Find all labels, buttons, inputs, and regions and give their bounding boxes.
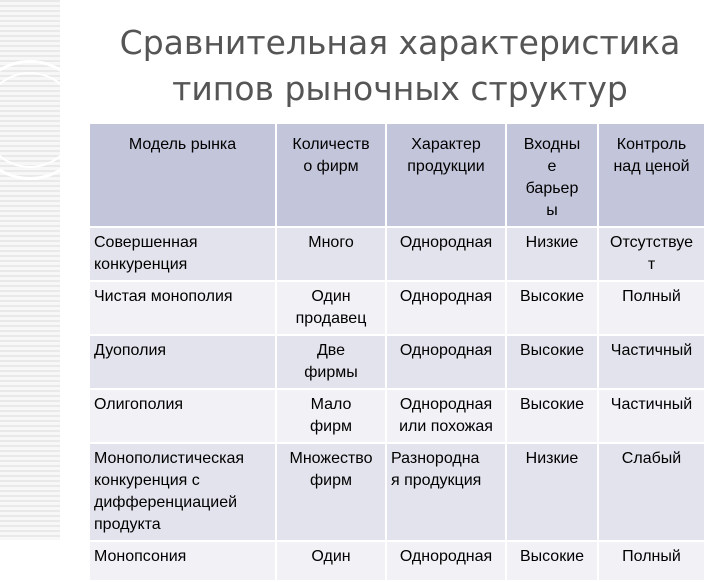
table-row — [90, 541, 705, 581]
cell-product: Однородная — [386, 227, 506, 281]
header-market-model: Модель рынка — [90, 124, 276, 227]
cell-price-control: Частичный — [598, 335, 705, 389]
header-product-type: Характер продукции — [386, 124, 506, 227]
comparison-table — [90, 124, 706, 582]
cell-product: Однородная или похожая — [386, 389, 506, 443]
header-firm-count: Количеств о фирм — [276, 124, 386, 227]
cell-model: Совершенная конкуренция — [90, 227, 276, 281]
cell-price-control: Частичный — [598, 389, 705, 443]
cell-firms: Много — [276, 227, 386, 281]
cell-model: Монополистическая конкуренция с дифференциацией продукта — [90, 443, 276, 541]
cell-firms: Один — [276, 541, 386, 581]
header-price-control: Контроль над ценой — [598, 124, 705, 227]
table-row — [90, 335, 705, 389]
cell-barriers: Высокие — [506, 335, 598, 389]
cell-product: Разнородна я продукция — [386, 443, 506, 541]
cell-firms: Две фирмы — [276, 335, 386, 389]
cell-barriers: Низкие — [506, 443, 598, 541]
cell-firms: Один продавец — [276, 281, 386, 335]
cell-firms: Мало фирм — [276, 389, 386, 443]
cell-barriers: Высокие — [506, 281, 598, 335]
table-row — [90, 281, 705, 335]
table-row — [90, 227, 705, 281]
header-entry-barriers: Входны е барьер ы — [506, 124, 598, 227]
cell-product: Однородная — [386, 541, 506, 581]
table-row — [90, 389, 705, 443]
cell-price-control: Полный — [598, 541, 705, 581]
cell-model: Монопсония — [90, 541, 276, 581]
cell-price-control: Отсутствуе т — [598, 227, 705, 281]
cell-model: Олигополия — [90, 389, 276, 443]
cell-model: Дуополия — [90, 335, 276, 389]
title-line-2: типов рыночных структур — [172, 69, 628, 108]
cell-barriers: Низкие — [506, 227, 598, 281]
cell-barriers: Высокие — [506, 541, 598, 581]
cell-product: Однородная — [386, 281, 506, 335]
cell-barriers: Высокие — [506, 389, 598, 443]
table-header-row — [90, 124, 705, 227]
cell-product: Однородная — [386, 335, 506, 389]
table-row — [90, 443, 705, 541]
cell-price-control: Слабый — [598, 443, 705, 541]
cell-price-control: Полный — [598, 281, 705, 335]
title-line-1: Сравнительная характеристика — [119, 23, 681, 62]
cell-model: Чистая монополия — [90, 281, 276, 335]
cell-firms: Множество фирм — [276, 443, 386, 541]
slide-title — [100, 20, 700, 112]
